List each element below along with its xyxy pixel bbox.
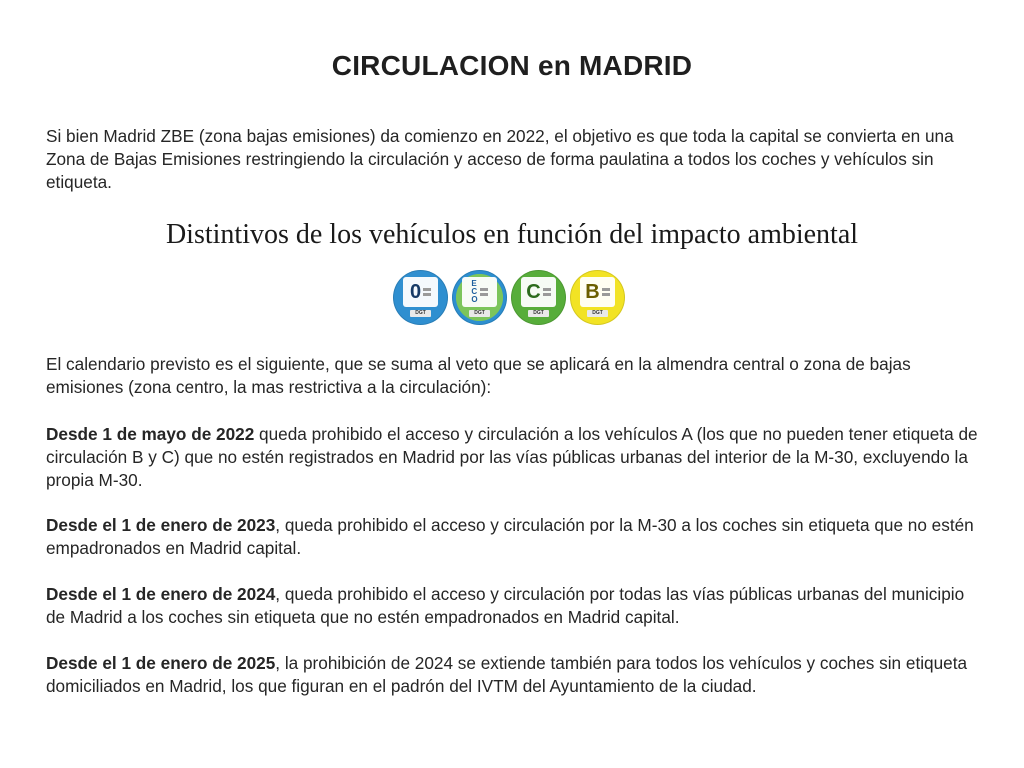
badge-b-icon <box>570 270 625 325</box>
badge-zero-emissions-icon <box>393 270 448 325</box>
badge-eco-footer: DGT <box>469 310 490 317</box>
rule-paragraph-2023 <box>46 514 986 560</box>
badge-card <box>403 277 438 307</box>
rule-text: , la prohibición de 2024 se extiende también para todos los vehículos y coches sin etiqueta domiciliados en Madrid, los que figuran en el padrón del IVTM del Ayuntamiento de la ciudad. <box>46 653 968 696</box>
badge-card <box>462 277 497 307</box>
rule-paragraph-2022 <box>46 423 986 492</box>
badge-card <box>580 277 615 307</box>
badge-c-label: C <box>526 281 541 303</box>
rule-date: Desde el 1 de enero de 2025 <box>46 653 276 673</box>
rule-text: , queda prohibido el acceso y circulación por todas las vías públicas urbanas del municipio de Madrid a los coches sin etiqueta que no estén empadronados en Madrid capital. <box>46 584 965 627</box>
badge-eco-label: E C O <box>471 279 478 304</box>
environmental-badges <box>393 270 628 326</box>
rule-paragraph-2024 <box>46 583 986 629</box>
rule-text: , queda prohibido el acceso y circulación por la M-30 a los coches sin etiqueta que no estén empadronados en Madrid capital. <box>46 515 974 558</box>
rule-text: queda prohibido el acceso y circulación a los vehículos A (los que no pueden tener etiqueta de circulación B y C) que no estén registrados en Madrid por las vías públicas urbanas del interior de la M-30, excluyendo la propia M-30. <box>46 424 978 490</box>
badge-b-footer: DGT <box>587 310 608 317</box>
rule-date: Desde el 1 de enero de 2023 <box>46 515 276 535</box>
page-title: CIRCULACION en MADRID <box>331 50 693 81</box>
badge-b-label: B <box>585 281 600 303</box>
badge-zero-label: 0 <box>409 281 422 303</box>
rule-date: Desde 1 de mayo de 2022 <box>46 424 255 444</box>
badges-heading: Distintivos de los vehículos en función del impacto ambiental <box>165 219 859 250</box>
badge-zero-footer: DGT <box>410 310 431 317</box>
badge-card <box>521 277 556 307</box>
badge-c-footer: DGT <box>528 310 549 317</box>
rule-date: Desde el 1 de enero de 2024 <box>46 584 276 604</box>
badge-lines <box>602 288 610 296</box>
badge-eco-icon <box>452 270 507 325</box>
badge-lines <box>423 288 431 296</box>
intro-paragraph: Si bien Madrid ZBE (zona bajas emisiones) da comienzo en 2022, el objetivo es que toda la capital se convierta en una Zona de Bajas Emisiones restringiendo la circulación y acceso de forma paulatina a todos los coches y vehículos sin etiqueta. <box>46 126 954 192</box>
rule-paragraph-2025 <box>46 652 986 698</box>
badge-lines <box>480 288 488 296</box>
calendar-intro-paragraph: El calendario previsto es el siguiente, que se suma al veto que se aplicará en la almendra central o zona de bajas emisiones (zona centro, la mas restrictiva a la circulación): <box>46 354 911 397</box>
badge-lines <box>543 288 551 296</box>
badge-c-icon <box>511 270 566 325</box>
